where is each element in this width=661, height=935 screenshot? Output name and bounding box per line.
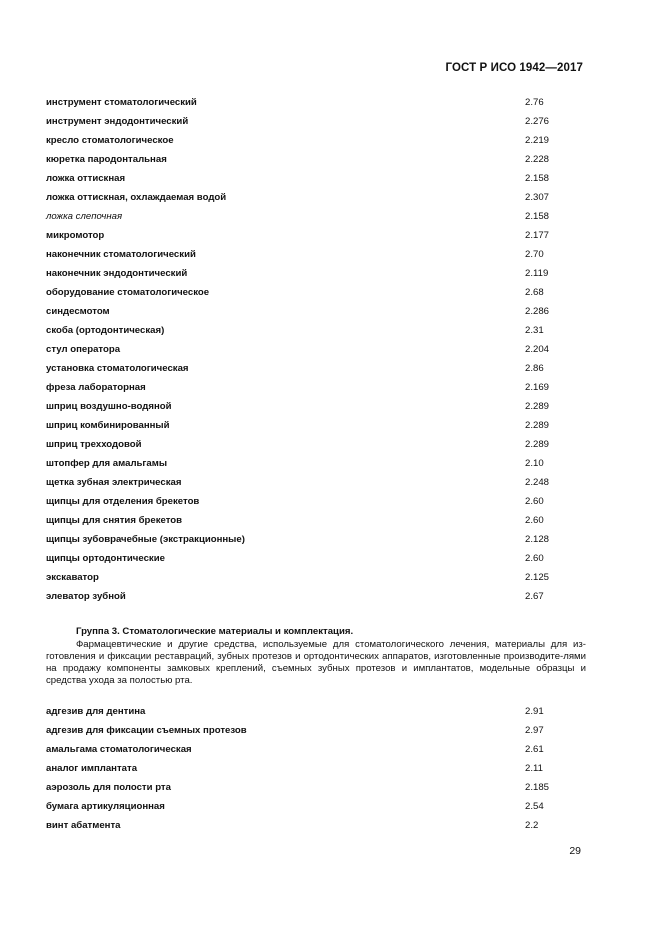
index-term: оборудование стоматологическое bbox=[46, 287, 210, 298]
index-row bbox=[46, 94, 586, 113]
term-index-list-2 bbox=[46, 703, 586, 836]
index-code: 2.68 bbox=[525, 287, 544, 298]
index-term: ложка оттискная bbox=[46, 173, 126, 184]
index-term: аналог имплантата bbox=[46, 763, 138, 774]
index-code: 2.169 bbox=[525, 382, 550, 393]
index-term: инструмент эндодонтический bbox=[46, 116, 189, 127]
index-term: щипцы для снятия брекетов bbox=[46, 515, 183, 526]
index-code: 2.177 bbox=[525, 230, 550, 241]
index-code: 2.91 bbox=[525, 706, 544, 717]
index-code: 2.219 bbox=[525, 135, 550, 146]
group-title: Группа 3. Стоматологические материалы и комплектация. bbox=[76, 626, 354, 637]
index-row bbox=[46, 760, 586, 779]
index-code: 2.10 bbox=[525, 458, 544, 469]
index-code: 2.128 bbox=[525, 534, 550, 545]
index-term: кресло стоматологическое bbox=[46, 135, 174, 146]
index-term: щипцы для отделения брекетов bbox=[46, 496, 200, 507]
index-term: фреза лабораторная bbox=[46, 382, 146, 393]
index-row bbox=[46, 588, 586, 607]
index-code: 2.76 bbox=[525, 97, 544, 108]
index-term: ложка слепочная bbox=[46, 211, 123, 222]
index-row bbox=[46, 779, 586, 798]
index-row bbox=[46, 170, 586, 189]
index-row bbox=[46, 379, 586, 398]
index-term: шприц комбинированный bbox=[46, 420, 170, 431]
index-code: 2.97 bbox=[525, 725, 544, 736]
index-row bbox=[46, 817, 586, 836]
index-code: 2.185 bbox=[525, 782, 550, 793]
index-row bbox=[46, 208, 586, 227]
index-code: 2.289 bbox=[525, 439, 550, 450]
index-row bbox=[46, 303, 586, 322]
group-section bbox=[46, 626, 586, 687]
index-term: аэрозоль для полости рта bbox=[46, 782, 171, 793]
index-row bbox=[46, 550, 586, 569]
index-term: шприц трехходовой bbox=[46, 439, 142, 450]
index-row bbox=[46, 398, 586, 417]
index-row bbox=[46, 417, 586, 436]
term-index-list bbox=[46, 94, 586, 607]
index-code: 2.119 bbox=[525, 268, 549, 279]
index-term: наконечник стоматологический bbox=[46, 249, 196, 260]
index-code: 2.158 bbox=[525, 211, 550, 222]
index-row bbox=[46, 284, 586, 303]
index-term: винт абатмента bbox=[46, 820, 121, 831]
index-term: щипцы ортодонтические bbox=[46, 553, 165, 564]
index-row bbox=[46, 569, 586, 588]
index-term: установка стоматологическая bbox=[46, 363, 189, 374]
index-code: 2.11 bbox=[525, 763, 543, 774]
index-code: 2.60 bbox=[525, 496, 544, 507]
index-term: инструмент стоматологический bbox=[46, 97, 197, 108]
index-term: кюретка пародонтальная bbox=[46, 154, 167, 165]
index-term: синдесмотом bbox=[46, 306, 110, 317]
index-row bbox=[46, 265, 586, 284]
index-row bbox=[46, 113, 586, 132]
index-row bbox=[46, 360, 586, 379]
index-row bbox=[46, 474, 586, 493]
index-code: 2.228 bbox=[525, 154, 550, 165]
index-term: адгезив для фиксации съемных протезов bbox=[46, 725, 247, 736]
index-code: 2.31 bbox=[525, 325, 544, 336]
index-code: 2.60 bbox=[525, 515, 544, 526]
index-row bbox=[46, 227, 586, 246]
index-term: адгезив для дентина bbox=[46, 706, 146, 717]
index-code: 2.158 bbox=[525, 173, 550, 184]
index-term: амальгама стоматологическая bbox=[46, 744, 192, 755]
index-code: 2.204 bbox=[525, 344, 550, 355]
index-term: ложка оттискная, охлаждаемая водой bbox=[46, 192, 227, 203]
index-term: микромотор bbox=[46, 230, 105, 241]
index-code: 2.2 bbox=[525, 820, 539, 831]
index-row bbox=[46, 341, 586, 360]
index-term: щипцы зубоврачебные (экстракционные) bbox=[46, 534, 245, 545]
index-row bbox=[46, 189, 586, 208]
index-row bbox=[46, 132, 586, 151]
index-term: шприц воздушно-водяной bbox=[46, 401, 172, 412]
index-row bbox=[46, 722, 586, 741]
index-code: 2.286 bbox=[525, 306, 550, 317]
index-term: наконечник эндодонтический bbox=[46, 268, 188, 279]
index-code: 2.67 bbox=[525, 591, 544, 602]
index-code: 2.125 bbox=[525, 572, 550, 583]
index-term: стул оператора bbox=[46, 344, 121, 355]
index-code: 2.86 bbox=[525, 363, 544, 374]
index-code: 2.54 bbox=[525, 801, 544, 812]
index-term: щетка зубная электрическая bbox=[46, 477, 182, 488]
index-term: элеватор зубной bbox=[46, 591, 126, 602]
index-code: 2.307 bbox=[525, 192, 550, 203]
index-term: штопфер для амальгамы bbox=[46, 458, 168, 469]
page-number: 29 bbox=[569, 845, 581, 857]
page-header: ГОСТ Р ИСО 1942—2017 bbox=[445, 62, 583, 74]
group-description: Фармацевтические и другие средства, используемые для стоматологического лечения, материалы для из-готовления и фиксации реставраций, зубных протезов и ортодонтических аппаратов, изготовленные производите-лями на продажу компоненты замковых креплений, съемных зубных протезов и имплантатов, модельные образцы и средства ухода за полостью рта. bbox=[46, 639, 586, 686]
index-row bbox=[46, 436, 586, 455]
index-term: бумага артикуляционная bbox=[46, 801, 165, 812]
index-code: 2.289 bbox=[525, 420, 550, 431]
index-code: 2.248 bbox=[525, 477, 550, 488]
index-row bbox=[46, 493, 586, 512]
index-row bbox=[46, 531, 586, 550]
index-row bbox=[46, 512, 586, 531]
index-code: 2.60 bbox=[525, 553, 544, 564]
index-code: 2.289 bbox=[525, 401, 550, 412]
index-row bbox=[46, 322, 586, 341]
index-code: 2.70 bbox=[525, 249, 544, 260]
index-row bbox=[46, 246, 586, 265]
index-code: 2.61 bbox=[525, 744, 544, 755]
index-term: экскаватор bbox=[46, 572, 99, 583]
index-row bbox=[46, 703, 586, 722]
index-row bbox=[46, 798, 586, 817]
index-code: 2.276 bbox=[525, 116, 550, 127]
index-row bbox=[46, 151, 586, 170]
index-row bbox=[46, 455, 586, 474]
index-term: скоба (ортодонтическая) bbox=[46, 325, 165, 336]
index-row bbox=[46, 741, 586, 760]
